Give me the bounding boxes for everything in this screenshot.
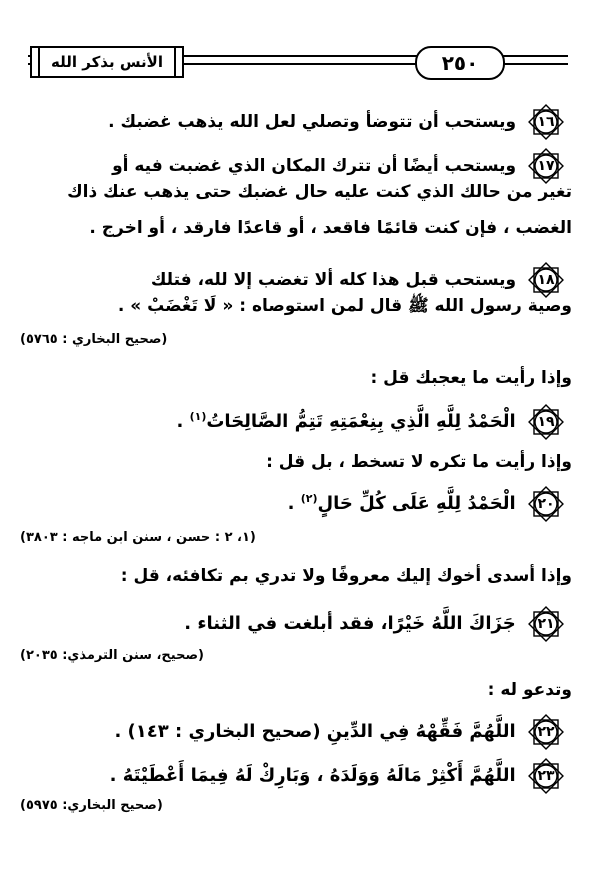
item-number: ٢٢	[537, 724, 555, 740]
intro-21: وإذا أسدى أخوك إليك معروفًا ولا تدري بم تكافئه، قل :	[120, 566, 572, 586]
item-18-line-2: وصية رسول الله ﷺ قال لمن استوصاه : « لَا تَغْضَبْ » .	[117, 296, 572, 316]
footnote-marker: (٢)	[300, 492, 318, 505]
item-number: ١٦	[537, 114, 555, 130]
source-21: (صحيح، سنن الترمذي: ٢٠٣٥)	[20, 648, 204, 663]
item-21	[20, 604, 566, 644]
item-text: الْحَمْدُ لِلَّهِ الَّذِي بِنِعْمَتِهِ تَتِمُّ الصَّالِحَاتُ	[206, 411, 516, 432]
item-23	[20, 756, 566, 796]
item-20	[20, 484, 566, 524]
page-number: ٢٥٠	[415, 46, 505, 80]
item-22	[20, 712, 566, 752]
number-badge-icon	[526, 604, 566, 644]
item-17-line-3: الغضب ، فإن كنت قائمًا فاقعد ، أو قاعدًا فارقد ، أو اخرج .	[89, 218, 572, 238]
number-badge-icon	[526, 712, 566, 752]
item-text: ويستحب أن تتوضأ وتصلي لعل الله يذهب غضبك .	[108, 112, 517, 132]
item-text: ويستحب أيضًا أن تترك المكان الذي غضبت فيه أو	[112, 156, 517, 176]
item-text: اللَّهُمَّ فَقِّهْهُ فِي الدِّينِ (صحيح البخاري : ١٤٣) .	[114, 721, 516, 742]
item-number: ٢٠	[537, 496, 555, 512]
item-text: الْحَمْدُ لِلَّهِ عَلَى كُلِّ حَالٍ	[317, 493, 516, 514]
item-16	[20, 102, 566, 142]
number-badge-icon	[526, 402, 566, 442]
page-header	[0, 0, 594, 90]
book-title-box	[30, 46, 184, 78]
book-title: الأنس بذكر الله	[38, 48, 176, 76]
item-19	[20, 402, 566, 442]
number-badge-icon	[526, 484, 566, 524]
item-number: ١٩	[537, 414, 555, 430]
item-17-line-2: تغير من حالك الذي كنت عليه حال غضبك حتى يذهب عنك ذاك	[67, 182, 572, 202]
number-badge-icon	[526, 102, 566, 142]
item-text: اللَّهُمَّ أَكْثِرْ مَالَهُ وَوَلَدَهُ ، وَبَارِكْ لَهُ فِيمَا أَعْطَيْتَهُ .	[109, 765, 516, 786]
number-badge-icon	[526, 756, 566, 796]
item-end: .	[287, 493, 301, 514]
item-number: ٢١	[537, 616, 555, 632]
item-text: جَزَاكَ اللَّهُ خَيْرًا، فقد أبلغت في الثناء .	[184, 613, 516, 634]
source-18: (صحيح البخاري : ٥٧٦٥)	[20, 332, 168, 347]
item-end: .	[176, 411, 190, 432]
item-text: ويستحب قبل هذا كله ألا تغضب إلا لله، فتلك	[150, 270, 517, 290]
item-number: ٢٣	[537, 768, 555, 784]
source-19-20: (١، ٢ : حسن ، سنن ابن ماجه : ٣٨٠٣)	[20, 530, 256, 545]
intro-19: وإذا رأيت ما يعجبك قل :	[370, 368, 572, 388]
intro-22: وتدعو له :	[487, 680, 572, 700]
source-23: (صحيح البخاري: ٥٩٧٥)	[20, 798, 163, 813]
footnote-marker: (١)	[189, 410, 207, 423]
item-number: ١٨	[537, 272, 555, 288]
item-number: ١٧	[537, 158, 555, 174]
intro-20: وإذا رأيت ما تكره لا تسخط ، بل قل :	[266, 452, 572, 472]
